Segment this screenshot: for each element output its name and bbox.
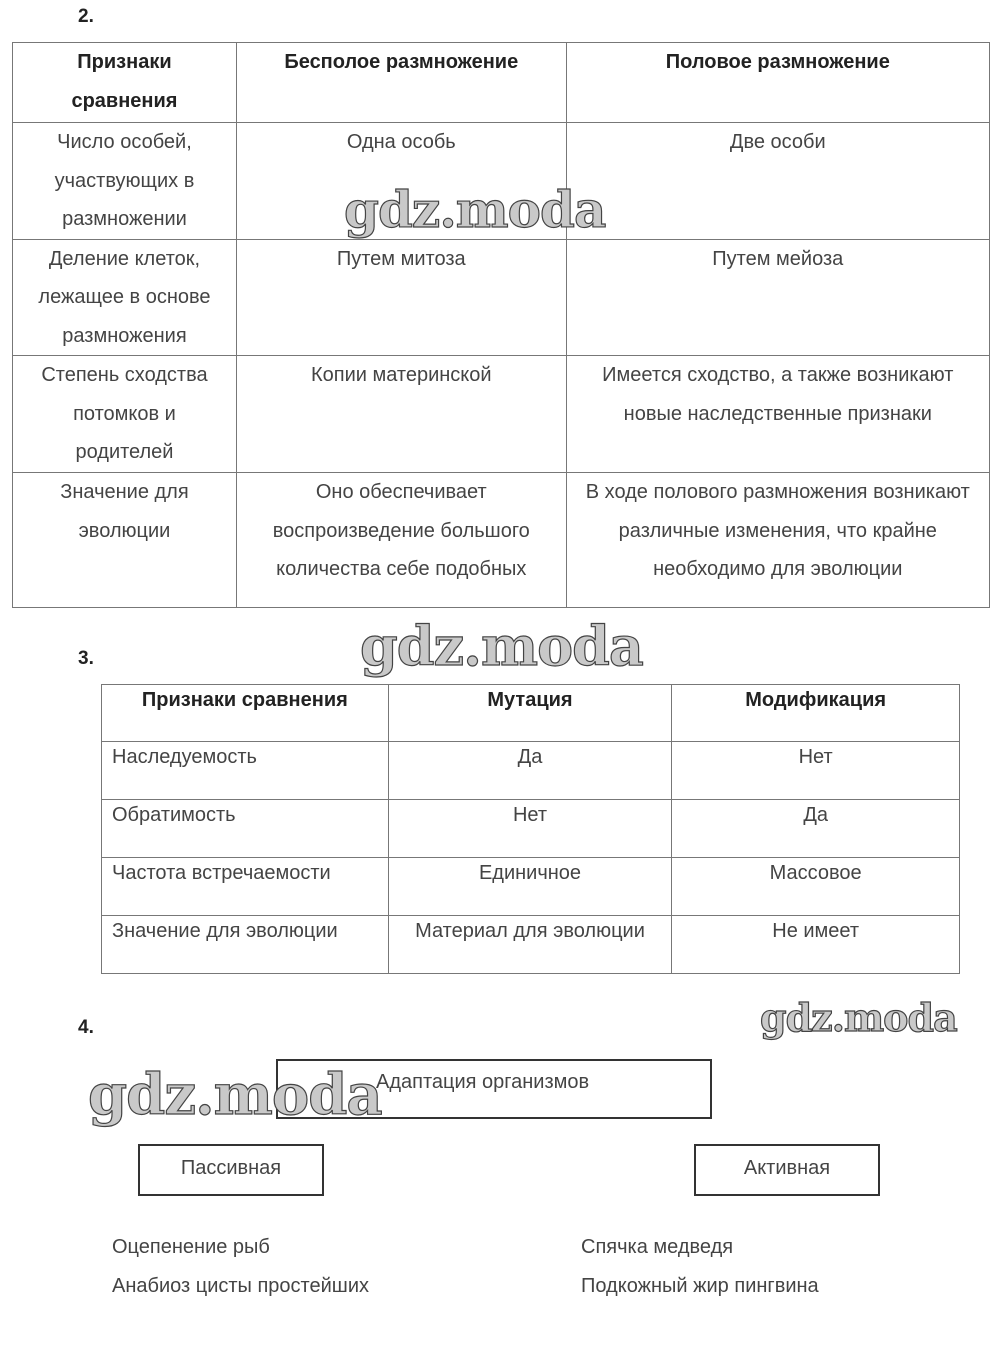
passive-example: Оцепенение рыб — [112, 1236, 270, 1258]
watermark: gdz.moda — [360, 614, 643, 678]
passive-box — [138, 1144, 324, 1196]
watermark: gdz.moda — [88, 1062, 382, 1128]
table-cell: Одна особь — [236, 123, 566, 240]
active-box — [694, 1144, 880, 1196]
table-row — [13, 239, 990, 356]
table-cell: Нет — [388, 800, 672, 858]
table-cell: Путем мейоза — [566, 239, 989, 356]
section-3-number: 3. — [78, 648, 94, 669]
table-cell: Степень сходства потомков и родителей — [13, 356, 237, 473]
table-row — [102, 858, 960, 916]
table-cell: Деление клеток, лежащее в основе размножения — [13, 239, 237, 356]
table-cell: Оно обеспечивает воспроизведение большого количества себе подобных — [236, 473, 566, 608]
table-cell: Да — [388, 742, 672, 800]
header-cell: Половое размножение — [566, 43, 989, 123]
table-cell: Наследуемость — [102, 742, 389, 800]
passive-example: Анабиоз цисты простейших — [112, 1275, 370, 1297]
mutation-modification-table — [101, 684, 960, 974]
table-cell: Значение для эволюции — [13, 473, 237, 608]
header-cell: Признаки сравнения — [102, 685, 389, 742]
table-row — [13, 473, 990, 608]
table-cell: Обратимость — [102, 800, 389, 858]
table-row — [102, 916, 960, 974]
table-header-row — [13, 43, 990, 123]
table-cell: Единичное — [388, 858, 672, 916]
watermark: gdz.moda — [760, 995, 957, 1040]
table-cell: Да — [672, 800, 960, 858]
section-2-number: 2. — [78, 6, 94, 27]
header-cell: Модификация — [672, 685, 960, 742]
header-cell: Мутация — [388, 685, 672, 742]
table-cell: В ходе полового размножения возникают различные изменения, что крайне необходимо для эволюции — [566, 473, 989, 608]
table-row — [102, 742, 960, 800]
table-row — [13, 356, 990, 473]
passive-label: Пассивная — [180, 1157, 282, 1179]
table-cell: Число особей, участвующих в размножении — [13, 123, 237, 240]
table-row — [102, 800, 960, 858]
active-example: Спячка медведя — [581, 1236, 734, 1258]
table-cell: Две особи — [566, 123, 989, 240]
active-example: Подкожный жир пингвина — [581, 1275, 819, 1297]
table-cell: Материал для эволюции — [388, 916, 672, 974]
watermark: gdz.moda — [344, 180, 606, 239]
section-4-number: 4. — [78, 1017, 94, 1038]
adaptation-root-label: Адаптация организмов — [376, 1071, 590, 1093]
table-cell: Имеется сходство, а также возникают новые наследственные признаки — [566, 356, 989, 473]
table-cell: Нет — [672, 742, 960, 800]
table-cell: Копии материнской — [236, 356, 566, 473]
table-cell: Частота встречаемости — [102, 858, 389, 916]
table-header-row — [102, 685, 960, 742]
reproduction-comparison-table — [12, 42, 990, 608]
table-cell: Значение для эволюции — [102, 916, 389, 974]
table-cell: Путем митоза — [236, 239, 566, 356]
table-cell: Не имеет — [672, 916, 960, 974]
active-label: Активная — [743, 1157, 831, 1179]
table-cell: Массовое — [672, 858, 960, 916]
header-cell: Признаки сравнения — [13, 43, 237, 123]
header-cell: Бесполое размножение — [236, 43, 566, 123]
